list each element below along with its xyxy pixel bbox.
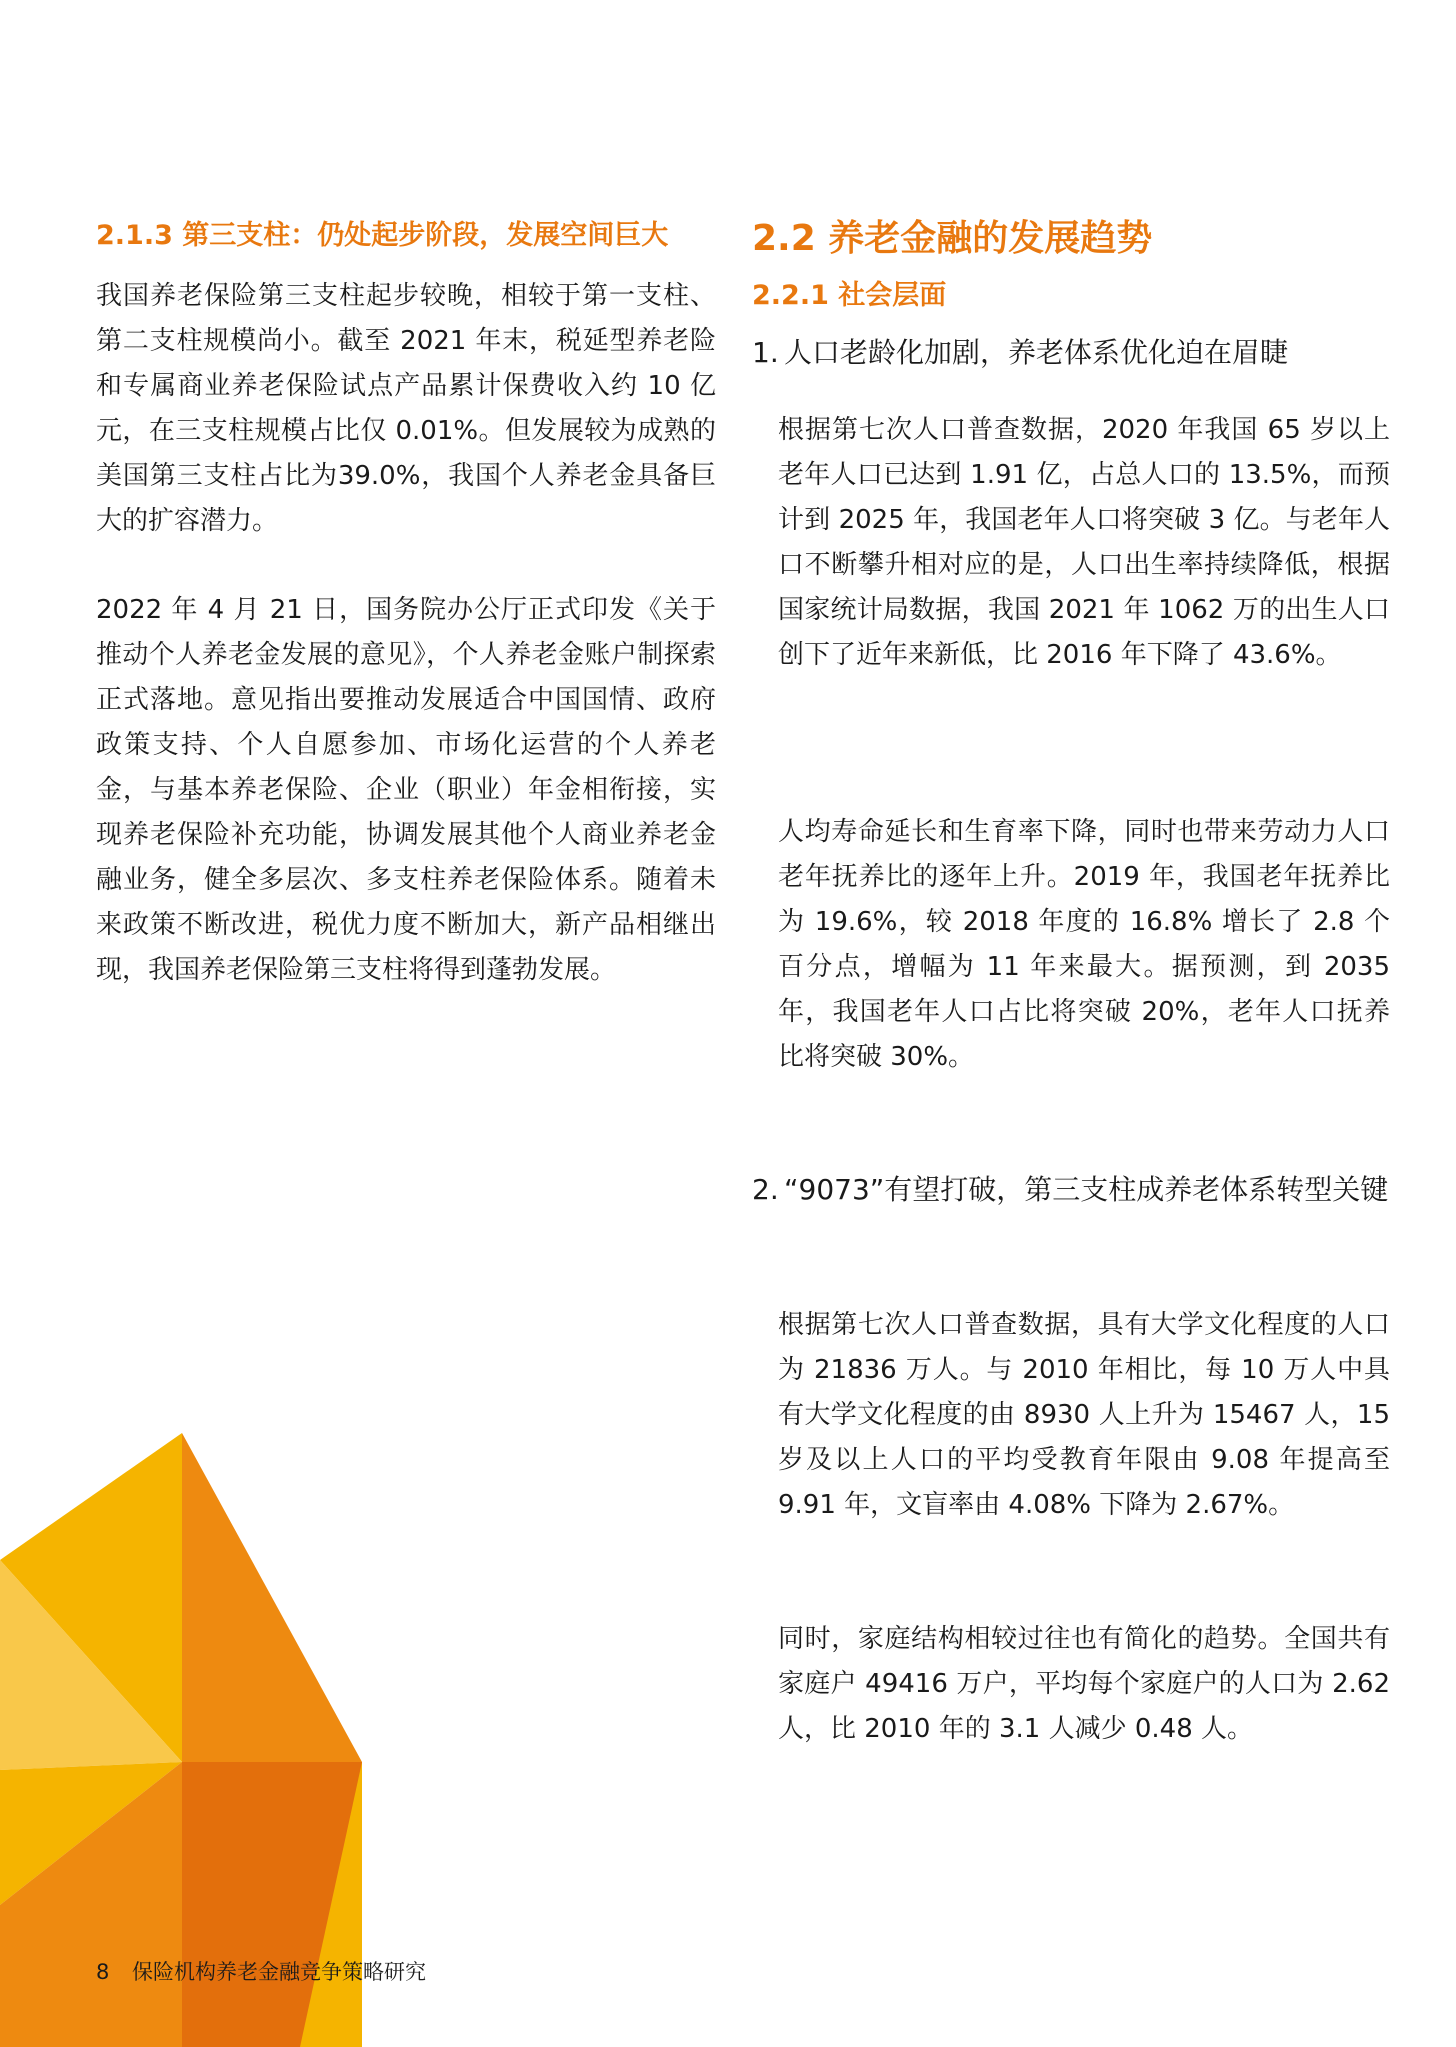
left-paragraph-2: 2022 年 4 月 21 日，国务院办公厅正式印发《关于推动个人养老金发展的意见》，个人养老金账户制探索正式落地。意见指出要推动发展适合中国国情、政府政策支持、个人自愿参加、市场化运营的个人养老金，与基本养老保险、企业（职业）年金相衔接，实现养老保险补充功能，协调发展其他个人商业养老金融业务，健全多层次、多支柱养老保险体系。随着未来政策不断改进，税优力度不断加大，新产品相继出现，我国养老保险第三支柱将得到蓬勃发展。 [96, 595, 716, 985]
list-item-1-title [752, 330, 1392, 375]
subsection-heading-2-2-1: 2.2.1 社会层面 [752, 280, 947, 311]
footer-doc-title: 保险机构养老金融竞争策略研究 [132, 1960, 426, 1984]
list-item-1-text: 人口老龄化加剧，养老体系优化迫在眉睫 [784, 336, 1289, 369]
list-item-2-number: 2. [752, 1173, 779, 1206]
section-heading-2-2: 2.2 养老金融的发展趋势 [752, 218, 1153, 259]
list-item-2-paragraph-2: 同时，家庭结构相较过往也有简化的趋势。全国共有家庭户 49416 万户，平均每个家庭户的人口为 2.62 人，比 2010 年的 3.1 人减少 0.48 人。 [778, 1624, 1390, 1744]
page-footer [96, 1958, 426, 1986]
list-item-2-text: “9073”有望打破，第三支柱成养老体系转型关键 [784, 1173, 1389, 1206]
list-item-1-paragraph-2: 人均寿命延长和生育率下降，同时也带来劳动力人口老年抚养比的逐年上升。2019 年，我国老年抚养比为 19.6%，较 2018 年度的 16.8% 增长了 2.8 个百分点，增幅为 11 年来最大。据预测，到 2035 年，我国老年人口占比将突破 20%，老年人口抚养比将突破 30%。 [778, 817, 1390, 1072]
section-heading-2-1-3: 2.1.3 第三支柱：仍处起步阶段，发展空间巨大 [96, 220, 669, 251]
left-paragraph-1: 我国养老保险第三支柱起步较晚，相较于第一支柱、第二支柱规模尚小。截至 2021 年末，税延型养老险和专属商业养老保险试点产品累计保费收入约 10 亿元，在三支柱规模占比仅 0.01%。但发展较为成熟的美国第三支柱占比为39.0%，我国个人养老金具备巨大的扩容潜力。 [96, 281, 716, 536]
list-item-2-paragraph-1: 根据第七次人口普查数据，具有大学文化程度的人口为 21836 万人。与 2010 年相比，每 10 万人中具有大学文化程度的由 8930 人上升为 15467 人，15 岁及以上人口的平均受教育年限由 9.08 年提高至 9.91 年，文盲率由 4.08% 下降为 2.67%。 [778, 1310, 1390, 1520]
deco-triangle-orange-right [182, 1433, 362, 1762]
list-item-1-number: 1. [752, 336, 779, 369]
list-item-1-paragraph-1: 根据第七次人口普查数据，2020 年我国 65 岁以上老年人口已达到 1.91 亿，占总人口的 13.5%，而预计到 2025 年，我国老年人口将突破 3 亿。与老年人口不断攀升相对应的是，人口出生率持续降低，根据国家统计局数据，我国 2021 年 1062 万的出生人口创下了近年来新低，比 2016 年下降了 43.6%。 [778, 415, 1390, 670]
list-item-2-title [752, 1167, 1392, 1212]
page-number: 8 [96, 1960, 110, 1984]
